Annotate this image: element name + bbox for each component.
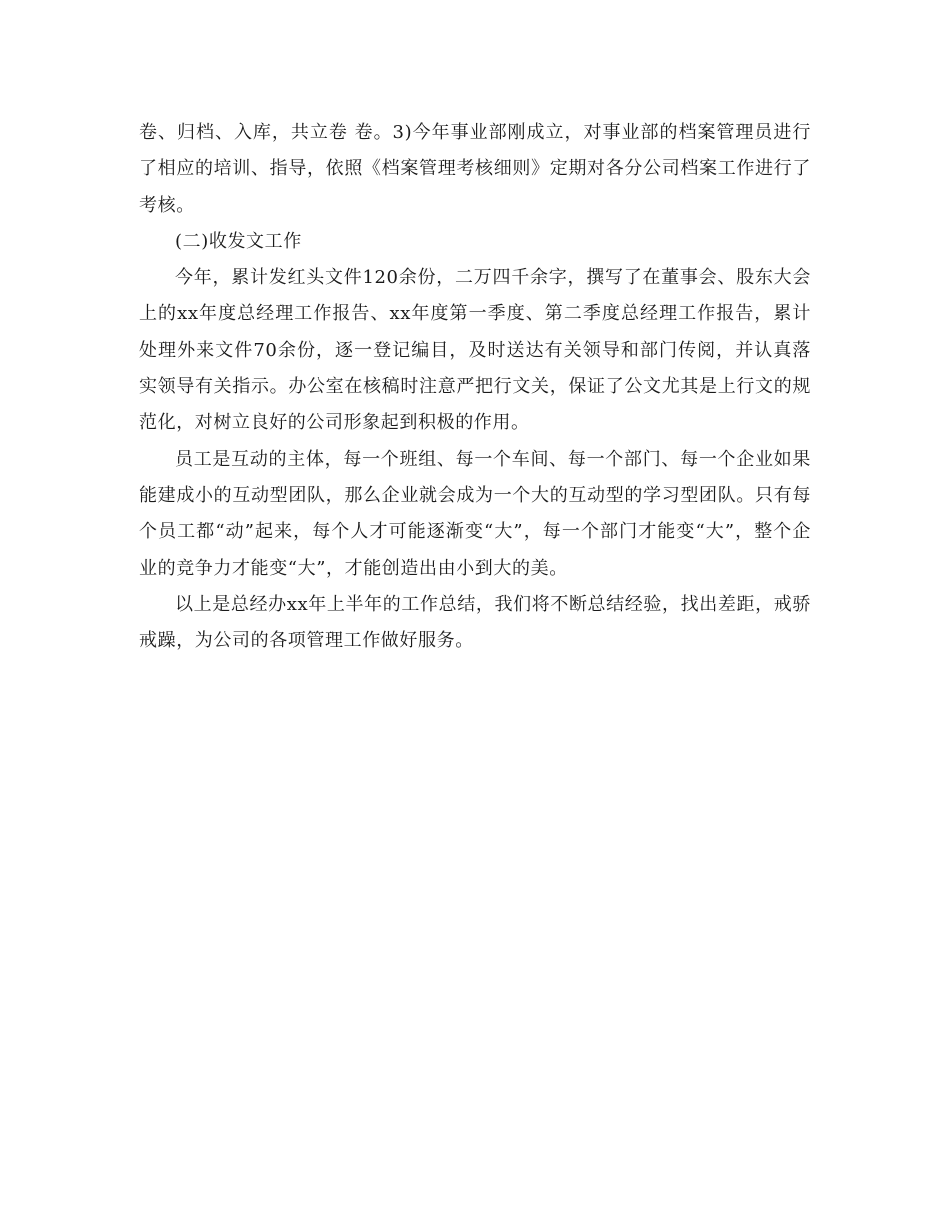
paragraph-document-handling: 今年，累计发红头文件120余份，二万四千余字，撰写了在董事会、股东大会上的xx年度总经理工作报告、xx年度第一季度、第二季度总经理工作报告，累计处理外来文件70余份，逐一登记编目，及时送达有关领导和部门传阅，并认真落实领导有关指示。办公室在核稿时注意严把行文关，保证了公文尤其是上行文的规范化，对树立良好的公司形象起到积极的作用。 [139, 267, 811, 434]
paragraph-archive-continuation: 卷、归档、入库，共立卷 卷。3)今年事业部刚成立，对事业部的档案管理员进行了相应的培训、指导，依照《档案管理考核细则》定期对各分公司档案工作进行了考核。 [139, 122, 811, 216]
paragraph-conclusion: 以上是总经办xx年上半年的工作总结，我们将不断总结经验，找出差距，戒骄戒躁，为公司的各项管理工作做好服务。 [139, 593, 811, 652]
document-body [139, 115, 811, 659]
paragraph-employee-interaction: 员工是互动的主体，每一个班组、每一个车间、每一个部门、每一个企业如果能建成小的互动型团队，那么企业就会成为一个大的互动型的学习型团队。只有每个员工都“动”起来，每个人才可能逐渐变“大”，每一个部门才能变“大”，整个企业的竞争力才能变“大”，才能创造出由小到大的美。 [139, 448, 811, 579]
section-heading-document-handling: (二)收发文工作 [175, 230, 302, 252]
